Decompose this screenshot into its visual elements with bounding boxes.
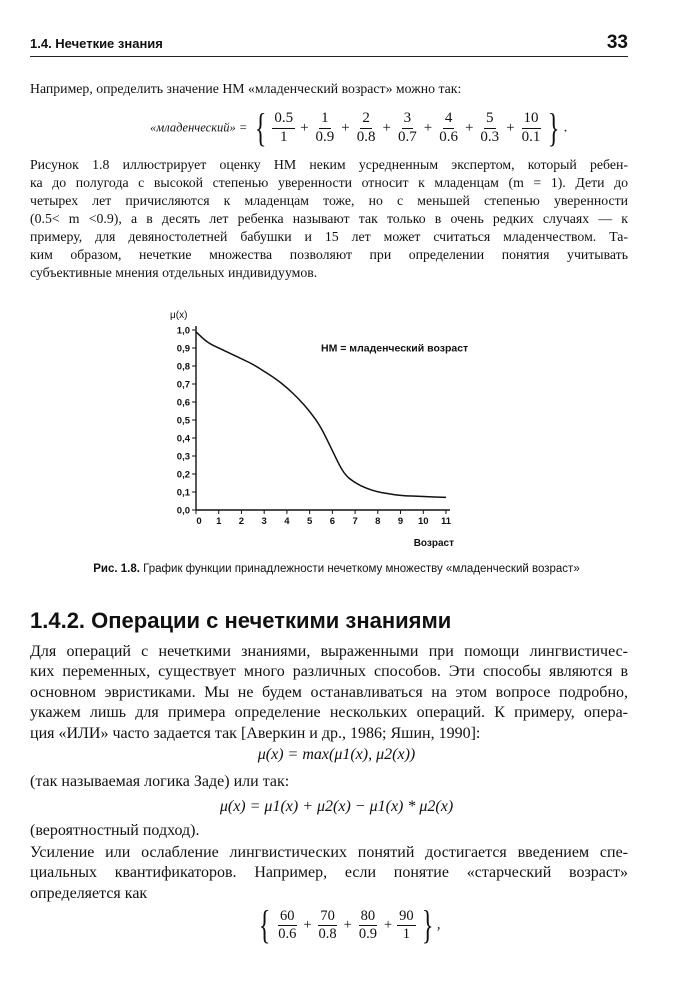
fraction-denominator: 0.6 [439, 128, 458, 145]
paragraph-operations [30, 642, 628, 744]
paragraph-intro [30, 80, 628, 98]
plus-sign: + [343, 916, 352, 933]
membership-curve [196, 332, 446, 498]
text-line: основном эвристиками. Мы не будем останавливаться на этом вопросе подробно, [30, 683, 628, 701]
fraction [272, 110, 295, 146]
series-label: НМ = младенческий возраст [321, 342, 469, 355]
brace-open: { [258, 902, 271, 947]
text-line: ким образом, нечеткие множества позволяют при определении понятия учитывать [30, 247, 628, 262]
y-tick-label: 0,5 [176, 415, 190, 427]
plus-sign: + [506, 119, 515, 136]
text-line: Рисунок 1.8 иллюстрирует оценку НМ неким усредненным экспертом, который ребен- [30, 157, 628, 172]
plus-sign: + [383, 916, 393, 933]
paragraph-quantifiers [30, 843, 628, 904]
running-head: 1.4. Нечеткие знания [30, 36, 163, 51]
plus-sign: + [303, 916, 312, 933]
x-tick-label: 9 [397, 516, 404, 527]
fraction-denominator: 0.3 [480, 128, 500, 145]
x-tick-label: 8 [375, 516, 381, 527]
fraction [276, 908, 298, 942]
paragraph-figure-explanation [30, 156, 628, 282]
y-tick-label: 0,6 [176, 397, 190, 409]
y-tick-label: 0,2 [176, 469, 190, 481]
page-number: 33 [606, 32, 628, 53]
caption-text: График функции принадлежности нечеткому множеству «младенческий возраст» [139, 563, 580, 575]
y-axis-label: μ(x) [170, 310, 188, 321]
x-axis-label: Возраст [413, 538, 454, 549]
text-line: (вероятностный подход). [30, 822, 200, 839]
y-tick-label: 1,0 [176, 325, 190, 337]
text-line: Усиление или ослабление лингвистических понятий достигается введением спе- [30, 844, 628, 861]
y-tick-label: 0,0 [176, 505, 190, 517]
y-tick-label: 0,8 [176, 361, 190, 373]
x-tick-label: 6 [329, 516, 336, 527]
fraction-numerator: 0.5 [272, 110, 295, 128]
fraction-denominator: 0.6 [278, 925, 297, 942]
fraction-numerator: 3 [402, 110, 414, 128]
text-line: ких переменных, существует много различных способов. Эти способы являются в [30, 663, 628, 681]
plus-sign: + [341, 119, 350, 136]
fraction [478, 110, 501, 146]
fraction-numerator: 60 [280, 907, 295, 924]
fraction [357, 908, 379, 942]
text-line: Для операций с нечеткими знаниями, выраженными при помощи лингвистичес- [30, 643, 628, 660]
x-tick-label: 7 [352, 516, 358, 527]
fraction-numerator: 10 [522, 110, 541, 128]
y-tick-label: 0,3 [176, 451, 190, 463]
paragraph-zadeh [30, 772, 628, 792]
formula-infant-set [150, 105, 568, 150]
fraction-denominator: 1 [279, 128, 288, 145]
x-tick-label: 10 [417, 516, 429, 527]
y-tick-label: 0,4 [176, 433, 190, 445]
formula-label: «младенческий» = [150, 120, 248, 135]
figure-caption [0, 563, 673, 575]
fraction-denominator: 0.9 [315, 128, 335, 145]
fraction-denominator: 0.8 [356, 128, 376, 145]
fraction [314, 110, 337, 146]
fraction-numerator: 90 [399, 907, 414, 924]
text-line: (так называемая логика Заде) или так: [30, 773, 290, 790]
paragraph-probabilistic [30, 821, 628, 841]
x-tick-label: 11 [440, 516, 452, 527]
page-header [30, 34, 628, 57]
fraction-denominator: 0.9 [358, 925, 377, 942]
plus-sign: + [423, 119, 433, 136]
fraction-denominator: 0.7 [397, 128, 417, 145]
text-line: определяется как [30, 884, 148, 902]
y-tick-label: 0,9 [176, 343, 190, 355]
y-tick-label: 0,7 [176, 379, 190, 391]
fraction [317, 908, 339, 942]
text-line: ция «ИЛИ» часто задается так [Аверкин и др., 1986; Яшин, 1990]: [30, 724, 481, 742]
fraction-denominator: 1 [402, 925, 411, 942]
caption-label: Рис. 1.8. [93, 563, 140, 575]
text-line: Например, определить значение НМ «младенческий возраст» можно так: [30, 81, 462, 96]
fraction [397, 908, 416, 942]
fraction-numerator: 2 [360, 110, 372, 128]
fraction-numerator: 5 [484, 110, 496, 128]
x-tick-label: 1 [216, 516, 222, 527]
brace-open: { [254, 105, 267, 150]
brace-close: } [421, 902, 434, 947]
fraction-denominator: 0.8 [318, 925, 337, 942]
text-line: (0.5< m <0.9), а в десять лет ребенка называют так только в очень редких случаях — к [30, 211, 628, 226]
plus-sign: + [382, 119, 391, 136]
formula-old-age-set [255, 902, 441, 947]
text-line: четырех лет причисляются к младенцам тоже, но с меньшей степенью уверенности [30, 193, 628, 208]
fraction-numerator: 80 [360, 907, 376, 924]
x-tick-label: 2 [238, 516, 245, 527]
text-line: циальных квантификаторов. Например, если понятие «старческий возраст» [30, 864, 628, 882]
formula-probabilistic: μ(x) = μ1(x) + μ2(x) − μ1(x) * μ2(x) [219, 798, 454, 815]
brace-close: } [548, 105, 560, 150]
text-line: примеру, для девяностолетней бабушки и 15 лет может считаться младенчеством. Та- [30, 229, 628, 244]
formula-tail: , [436, 916, 441, 933]
fraction-list [274, 907, 417, 942]
x-tick-label: 3 [261, 516, 267, 527]
membership-chart [140, 295, 520, 557]
text-line: ка до полугода с высокой степенью уверенности относит к младенцам (m = 1). Дети до [30, 175, 628, 190]
x-tick-label: 0 [196, 516, 202, 527]
plus-sign: + [300, 119, 309, 136]
fraction [437, 110, 460, 146]
fraction-list [270, 110, 544, 145]
fraction [520, 110, 543, 146]
y-tick-label: 0,1 [176, 487, 190, 499]
formula-tail: . [563, 119, 568, 136]
text-line: укажем лишь для примера определение нескольких операций. К примеру, опера- [30, 704, 628, 722]
fraction-numerator: 1 [319, 110, 331, 128]
fraction-numerator: 70 [320, 907, 335, 924]
fraction [355, 110, 378, 146]
fraction-numerator: 4 [443, 110, 455, 128]
plus-sign: + [464, 119, 474, 136]
x-tick-label: 5 [306, 516, 313, 527]
fraction [396, 110, 419, 146]
x-tick-label: 4 [284, 516, 290, 527]
section-title: 1.4.2. Операции с нечеткими знаниями [30, 608, 452, 633]
formula-or: μ(x) = max(μ1(x), μ2(x)) [257, 746, 416, 763]
text-line: субъективные мнения отдельных индивидуумов. [30, 265, 318, 280]
fraction-denominator: 0.1 [521, 128, 541, 145]
